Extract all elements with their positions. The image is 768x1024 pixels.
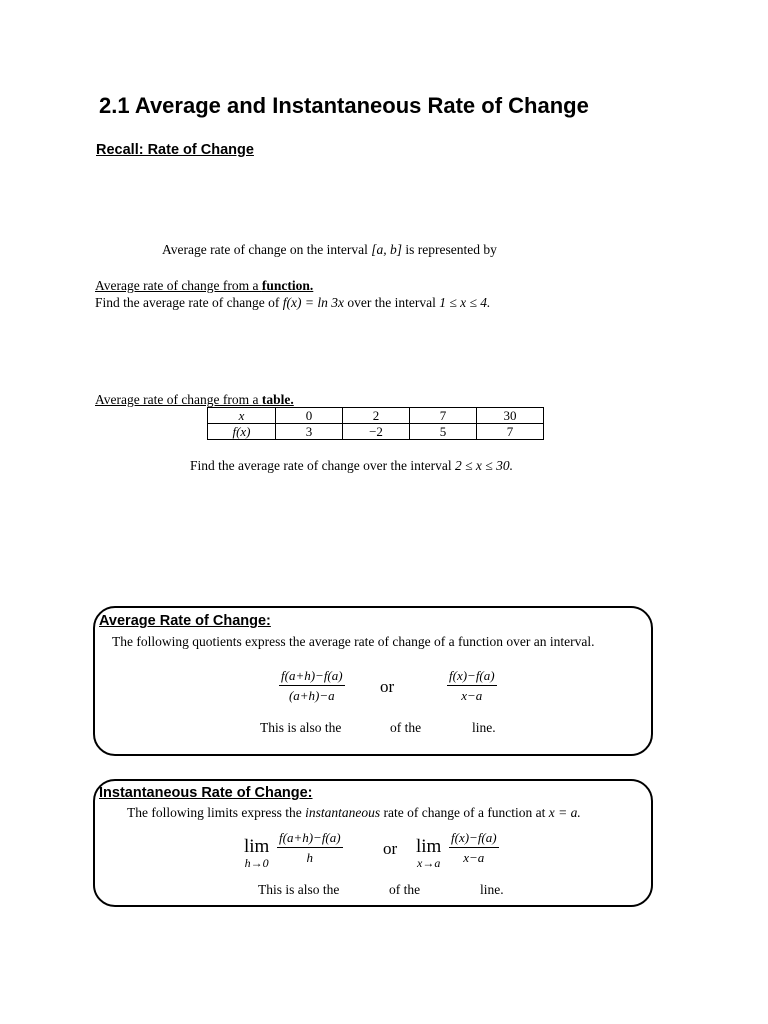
limit-2	[416, 837, 441, 869]
avg-quotient-2-denominator: x−a	[461, 688, 483, 703]
x-value-cell: 0	[276, 408, 343, 424]
lim-2-subscript: x→a	[417, 856, 441, 870]
function-prompt-mid: over the interval	[344, 295, 440, 310]
function-prompt	[95, 295, 490, 311]
inst-of-the-text: of the	[389, 882, 421, 897]
average-rate-description: The following quotients express the average rate of change of a function over an interval.	[112, 634, 595, 649]
avg-quotient-2-numerator: f(x)−f(a)	[447, 668, 497, 686]
avg-quotient-2	[447, 668, 497, 704]
table-prompt	[190, 458, 513, 474]
function-interval: 1 ≤ x ≤ 4.	[439, 295, 491, 310]
table-row	[208, 408, 544, 424]
avg-also-text: This is also the	[260, 720, 342, 735]
avg-quotient-1	[279, 668, 345, 704]
avg-interval-text: Average rate of change on the interval	[162, 242, 372, 257]
table-interval: 2 ≤ x ≤ 30.	[455, 458, 513, 473]
function-prompt-text: Find the average rate of change of	[95, 295, 283, 310]
x-value-cell: 2	[343, 408, 410, 424]
table-heading	[95, 392, 294, 408]
avg-line-text: line.	[472, 720, 496, 735]
function-formula: f(x) = ln 3x	[282, 295, 345, 310]
fx-label-cell: f(x)	[208, 424, 276, 440]
inst-description-math: x = a.	[548, 805, 581, 820]
inst-quotient-1-denominator: h	[306, 850, 314, 865]
inst-quotient-2	[449, 830, 499, 866]
x-value-cell: 30	[477, 408, 544, 424]
page-title: 2.1 Average and Instantaneous Rate of Change	[99, 93, 589, 118]
avg-interval-text-end: is represented by	[402, 242, 497, 257]
fx-value-cell: 3	[276, 424, 343, 440]
fx-value-cell: −2	[343, 424, 410, 440]
avg-or: or	[380, 677, 395, 696]
x-label-cell: x	[208, 408, 276, 424]
fx-value-cell: 7	[477, 424, 544, 440]
function-heading	[95, 278, 313, 294]
values-table	[207, 407, 544, 440]
lim-word: lim	[244, 836, 270, 857]
inst-quotient-2-denominator: x−a	[463, 850, 485, 865]
inst-quotient-1	[277, 830, 343, 866]
lim-word: lim	[416, 836, 442, 857]
avg-quotient-1-denominator: (a+h)−a	[288, 688, 335, 703]
instantaneous-rate-description	[127, 805, 581, 821]
limit-1	[244, 837, 269, 869]
inst-line-text: line.	[480, 882, 504, 897]
inst-quotient-1-numerator: f(a+h)−f(a)	[277, 830, 343, 848]
inst-or: or	[383, 839, 398, 858]
inst-description-text-end: rate of change of a function at	[380, 805, 549, 820]
inst-description-text: The following limits express the	[127, 805, 306, 820]
function-heading-text: Average rate of change from a	[95, 278, 262, 293]
average-rate-box-title: Average Rate of Change:	[99, 613, 271, 629]
x-value-cell: 7	[410, 408, 477, 424]
table-prompt-text: Find the average rate of change over the interval	[190, 458, 456, 473]
table-row	[208, 424, 544, 440]
instantaneous-rate-box-title: Instantaneous Rate of Change:	[99, 785, 313, 801]
table-heading-bold: table.	[261, 392, 294, 407]
avg-interval-line	[162, 242, 497, 258]
inst-quotient-2-numerator: f(x)−f(a)	[449, 830, 499, 848]
table-heading-text: Average rate of change from a	[95, 392, 262, 407]
fx-value-cell: 5	[410, 424, 477, 440]
avg-of-the-text: of the	[390, 720, 422, 735]
interval-math: [a, b]	[371, 242, 403, 257]
recall-heading: Recall: Rate of Change	[96, 142, 254, 158]
avg-quotient-1-numerator: f(a+h)−f(a)	[279, 668, 345, 686]
inst-also-text: This is also the	[258, 882, 340, 897]
lim-1-subscript: h→0	[244, 856, 269, 870]
inst-description-italic: instantaneous	[305, 805, 381, 820]
function-heading-bold: function.	[261, 278, 314, 293]
